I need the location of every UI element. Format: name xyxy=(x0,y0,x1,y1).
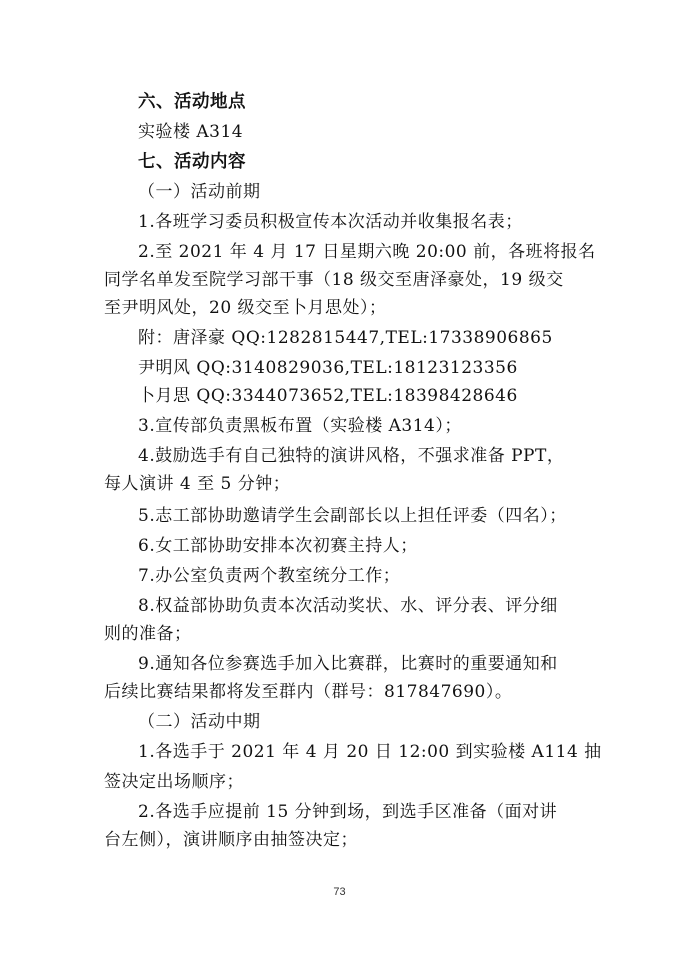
paragraph-line: 3.宣传部负责黑板布置（实验楼 A314）； xyxy=(138,416,462,436)
contact-line: 卜月思 QQ:3344073652,TEL:18398428646 xyxy=(138,386,518,406)
paragraph-line: 台左侧），演讲顺序由抽签决定； xyxy=(104,830,358,850)
contact-line: 附：唐泽豪 QQ:1282815447,TEL:17338906865 xyxy=(138,328,553,348)
section-heading-content: 七、活动内容 xyxy=(138,152,246,172)
paragraph-line: 7.办公室负责两个教室统分工作； xyxy=(138,566,401,586)
paragraph-line: 每人演讲 4 至 5 分钟； xyxy=(104,474,291,494)
paragraph-line: 同学名单发至院学习部干事（18 级交至唐泽豪处，19 级交 xyxy=(104,270,564,290)
paragraph-line: 8.权益部协助负责本次活动奖状、水、评分表、评分细 xyxy=(138,596,558,616)
paragraph-line: 5.志工部协助邀请学生会副部长以上担任评委（四名）； xyxy=(138,506,567,526)
paragraph-line: 9.通知各位参赛选手加入比赛群，比赛时的重要通知和 xyxy=(138,654,558,674)
paragraph-line: 签决定出场顺序； xyxy=(104,772,244,792)
subsection-heading-pre: （一）活动前期 xyxy=(138,182,261,202)
paragraph-line: 2.至 2021 年 4 月 17 日星期六晚 20:00 前，各班将报名 xyxy=(138,242,596,262)
section-heading-location: 六、活动地点 xyxy=(138,92,246,112)
paragraph-line: 2.各选手应提前 15 分钟到场，到选手区准备（面对讲 xyxy=(138,802,558,822)
location-text: 实验楼 A314 xyxy=(138,122,244,142)
paragraph-line: 则的准备； xyxy=(104,624,192,644)
subsection-heading-mid: （二）活动中期 xyxy=(138,712,261,732)
paragraph-line: 6.女工部协助安排本次初赛主持人； xyxy=(138,536,418,556)
contact-line: 尹明风 QQ:3140829036,TEL:18123123356 xyxy=(138,358,518,378)
paragraph-line: 1.各选手于 2021 年 4 月 20 日 12:00 到实验楼 A114 抽 xyxy=(138,742,602,762)
paragraph-line: 至尹明风处，20 级交至卜月思处）； xyxy=(104,298,387,318)
page-number: 73 xyxy=(333,886,346,898)
paragraph-line: 4.鼓励选手有自己独特的演讲风格，不强求准备 PPT， xyxy=(138,446,565,466)
paragraph-line: 1.各班学习委员积极宣传本次活动并收集报名表； xyxy=(138,212,523,232)
paragraph-line: 后续比赛结果都将发至群内（群号：817847690）。 xyxy=(104,682,513,702)
